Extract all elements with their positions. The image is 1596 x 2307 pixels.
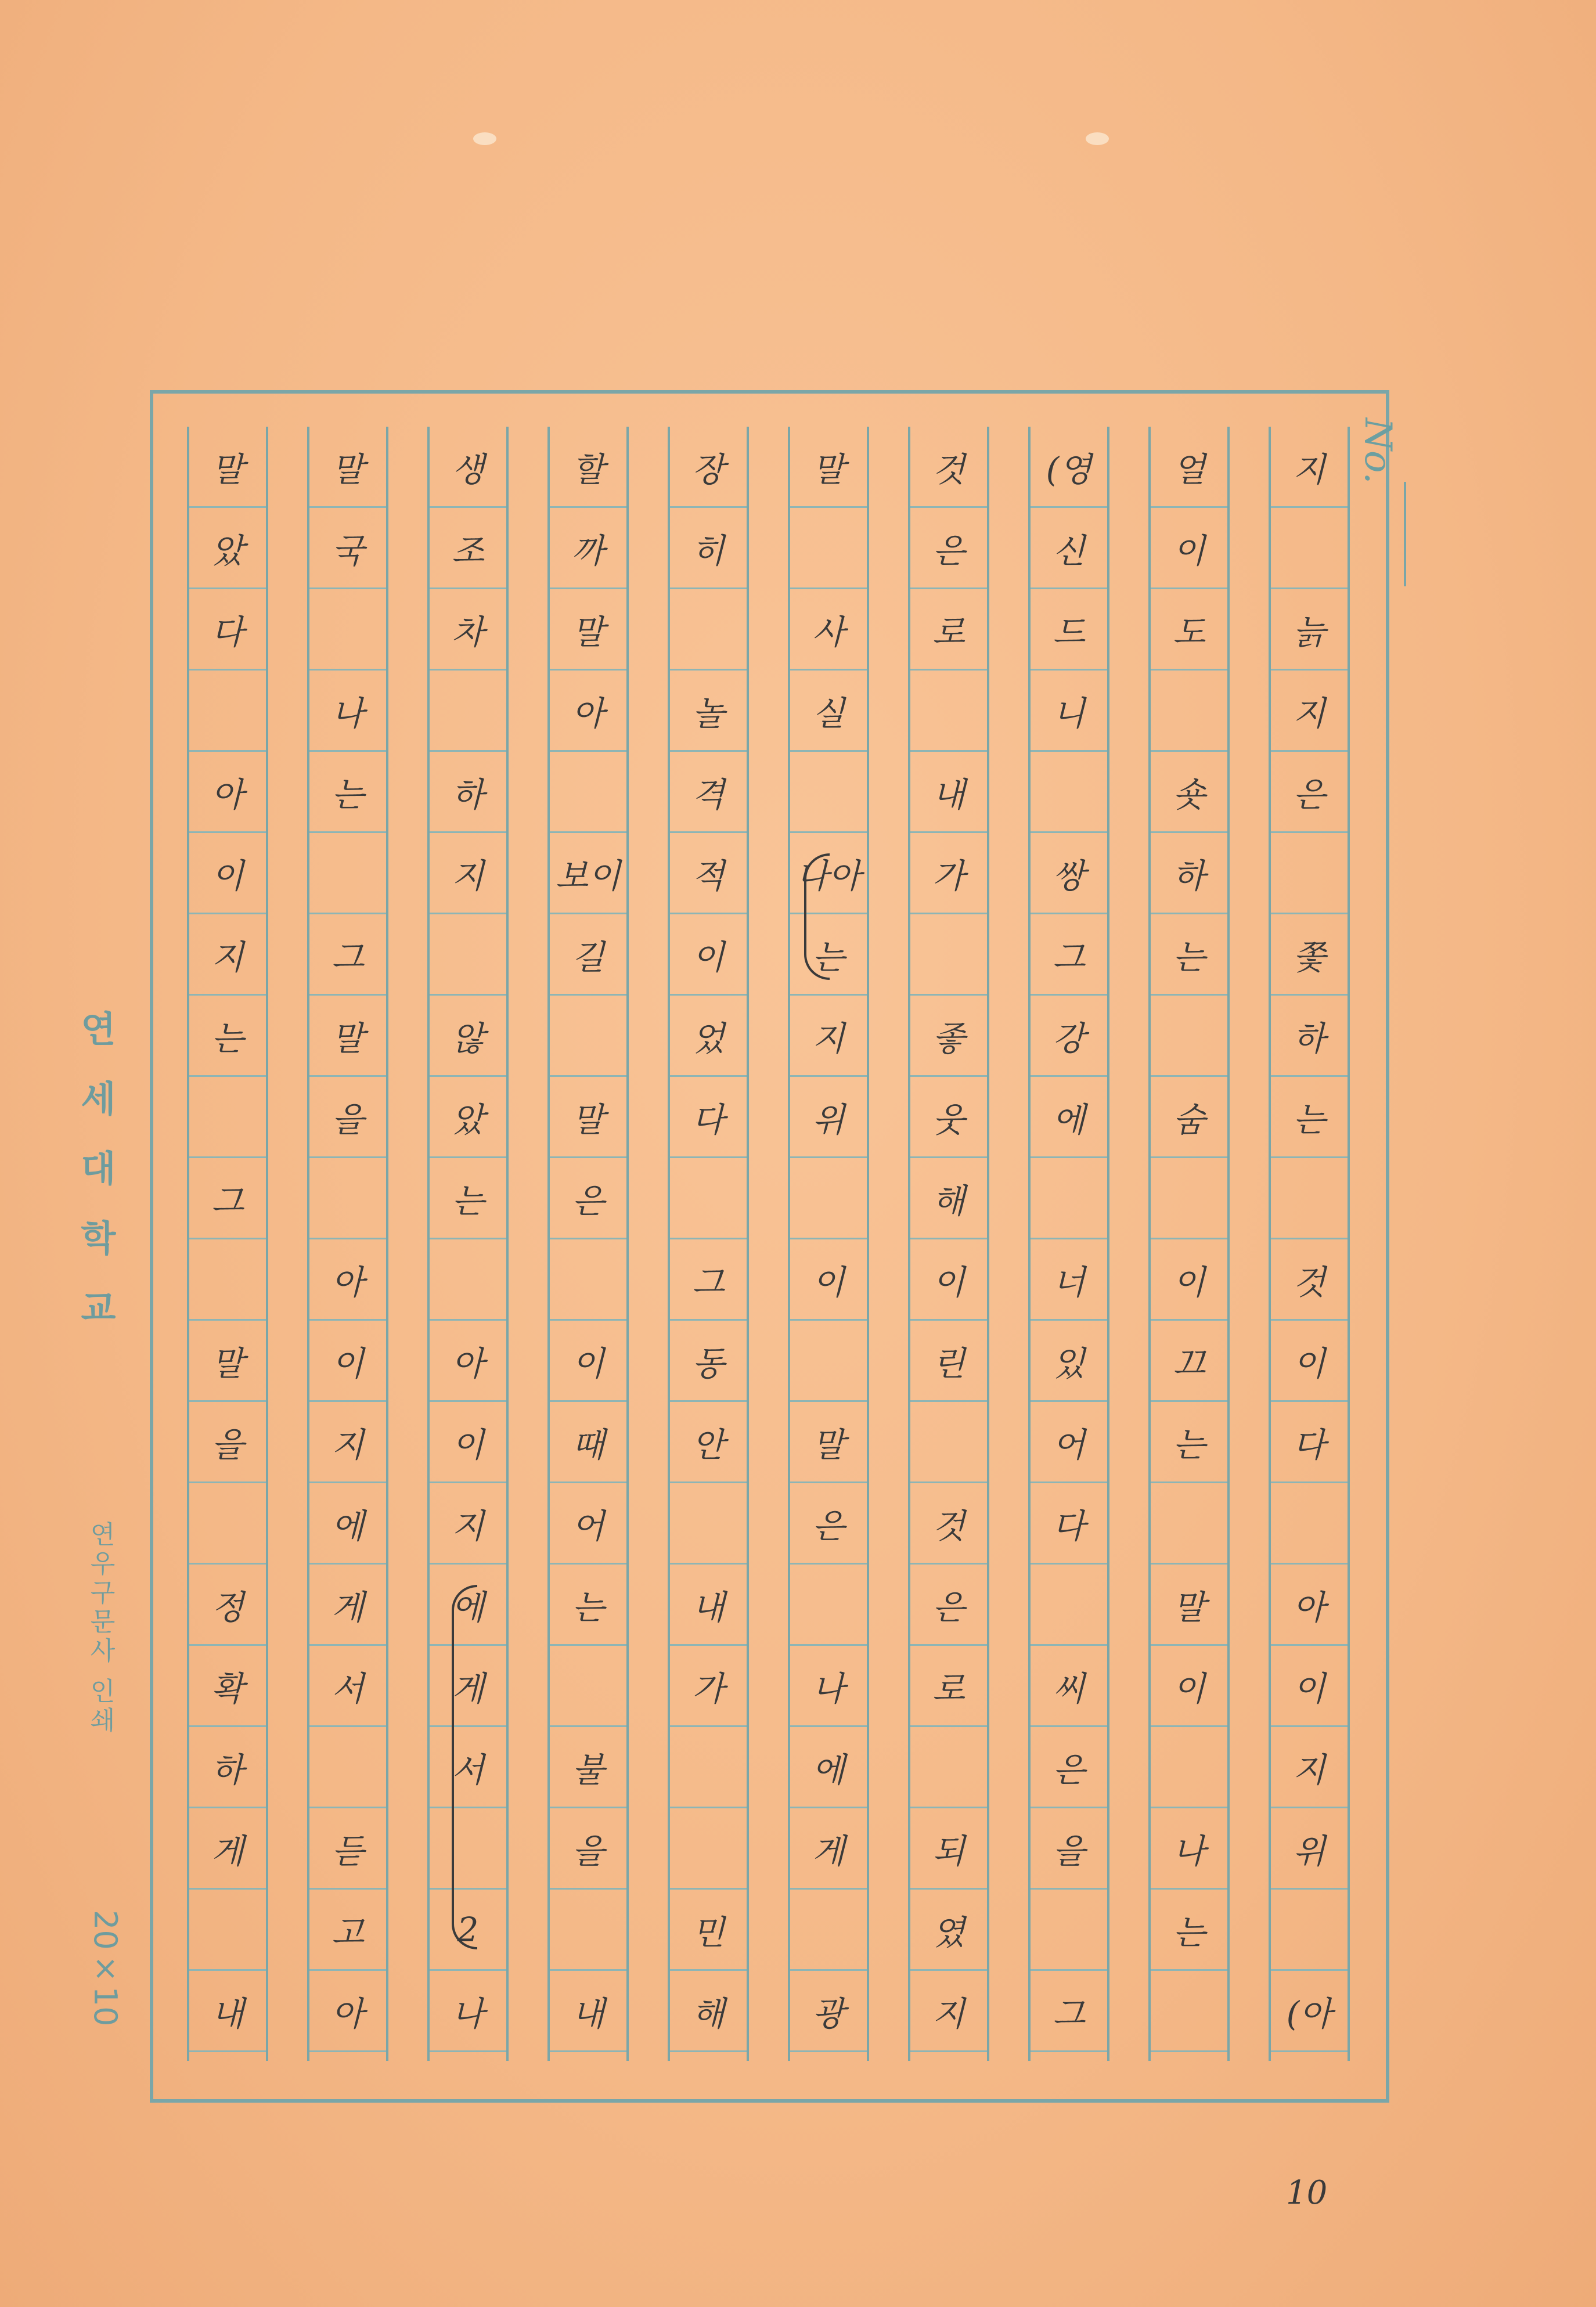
manuscript-cell [1271,508,1348,589]
manuscript-cell: 았 [189,508,266,589]
manuscript-cell [1271,1158,1348,1239]
manuscript-cell: 않 [430,996,506,1077]
printer-name: 연우구문사 인쇄 [85,1521,115,1736]
manuscript-cell [550,996,626,1077]
manuscript-cell [189,1239,266,1321]
manuscript-cell: 숨 [1151,1077,1227,1158]
manuscript-cell: 게 [430,1646,506,1727]
manuscript-column [788,427,869,2061]
manuscript-cell: 서 [309,1646,386,1727]
manuscript-cell: 아 [189,752,266,833]
manuscript-cell [910,914,987,996]
manuscript-cell: 가 [670,1646,747,1727]
manuscript-column [668,427,749,2061]
manuscript-cell [1151,1971,1227,2052]
number-label: No. [1356,418,1399,484]
manuscript-cell: 이 [309,1321,386,1402]
manuscript-cell: 다 [1271,1402,1348,1483]
manuscript-cell: 게 [189,1808,266,1890]
manuscript-cell: 말 [790,427,867,508]
manuscript-cell: 로 [910,589,987,671]
manuscript-column [547,427,629,2061]
manuscript-cell: 지 [1271,671,1348,752]
grid-size: 20×10 [87,1910,124,2027]
manuscript-cell: 다 [189,589,266,671]
manuscript-cell: 확 [189,1646,266,1727]
manuscript-cell: 그 [670,1239,747,1321]
manuscript-cell: 드 [1031,589,1107,671]
manuscript-cell: 는 [430,1158,506,1239]
manuscript-cell: 가 [910,833,987,914]
manuscript-cell: 는 [309,752,386,833]
number-line [1404,482,1406,586]
manuscript-cell [1151,1727,1227,1808]
manuscript-cell: 이 [1271,1321,1348,1402]
manuscript-cell [1271,833,1348,914]
manuscript-cell [309,833,386,914]
manuscript-cell [1151,1483,1227,1565]
manuscript-cell: 신 [1031,508,1107,589]
manuscript-cell [1031,752,1107,833]
manuscript-cell: 2 [430,1890,506,1971]
manuscript-cell [910,1727,987,1808]
manuscript-cell: 보이 [550,833,626,914]
manuscript-cell: 그 [1031,1971,1107,2052]
manuscript-cell [1151,996,1227,1077]
manuscript-cell: 을 [189,1402,266,1483]
manuscript-cell: 숏 [1151,752,1227,833]
manuscript-cell: 위 [790,1077,867,1158]
manuscript-column [1148,427,1230,2061]
manuscript-cell: 을 [1031,1808,1107,1890]
manuscript-cell: 좋 [910,996,987,1077]
manuscript-cell: 사 [790,589,867,671]
manuscript-cell [670,589,747,671]
manuscript-cell [309,589,386,671]
manuscript-cell: 이 [550,1321,626,1402]
manuscript-cell: 린 [910,1321,987,1402]
manuscript-cell: 은 [1031,1727,1107,1808]
manuscript-cell: 는 [790,914,867,996]
manuscript-cell: 것 [910,427,987,508]
manuscript-cell [790,1565,867,1646]
manuscript-cell: 게 [309,1565,386,1646]
manuscript-cell: 동 [670,1321,747,1402]
manuscript-cell: 지 [910,1971,987,2052]
pin-hole-left [473,132,496,145]
manuscript-cell: 차 [430,589,506,671]
manuscript-cell: 내 [189,1971,266,2052]
manuscript-cell: 니 [1031,671,1107,752]
manuscript-cell: 끄 [1151,1321,1227,1402]
manuscript-cell: 그 [1031,914,1107,996]
manuscript-cell: 다 [1031,1483,1107,1565]
manuscript-cell [430,914,506,996]
manuscript-cell: 이 [790,1239,867,1321]
manuscript-cell: 해 [670,1971,747,2052]
manuscript-cell [189,1483,266,1565]
manuscript-cell: 국 [309,508,386,589]
manuscript-cell [1271,1483,1348,1565]
manuscript-cell [1031,1158,1107,1239]
manuscript-cell: 민 [670,1890,747,1971]
manuscript-cell: 아 [309,1239,386,1321]
manuscript-cell: 였 [910,1890,987,1971]
manuscript-cell: 이 [189,833,266,914]
manuscript-cell: 어 [550,1483,626,1565]
manuscript-cell [790,1158,867,1239]
manuscript-cell: 는 [550,1565,626,1646]
manuscript-cell: 다 [670,1077,747,1158]
manuscript-column [908,427,989,2061]
manuscript-cell: 이 [430,1402,506,1483]
manuscript-cell: 때 [550,1402,626,1483]
manuscript-cell: 말 [550,589,626,671]
manuscript-cell: 이 [1271,1646,1348,1727]
manuscript-cell: 장 [670,427,747,508]
manuscript-cell: (영 [1031,427,1107,508]
manuscript-cell: 나 [790,1646,867,1727]
correction-bracket-2 [452,1585,477,1949]
manuscript-cell [670,1483,747,1565]
manuscript-cell: 로 [910,1646,987,1727]
manuscript-cell: 은 [550,1158,626,1239]
manuscript-cell [550,752,626,833]
manuscript-cell: 말 [189,1321,266,1402]
manuscript-cell: 이 [1151,1646,1227,1727]
manuscript-cell: 얼 [1151,427,1227,508]
manuscript-cell: 그 [189,1158,266,1239]
manuscript-cell: 지 [1271,1727,1348,1808]
manuscript-cell: 말 [790,1402,867,1483]
manuscript-cell [790,1321,867,1402]
manuscript-cell: 있 [1031,1321,1107,1402]
manuscript-cell: 말 [550,1077,626,1158]
manuscript-cell [1031,1565,1107,1646]
manuscript-cell: 을 [309,1077,386,1158]
manuscript-cell: 지 [309,1402,386,1483]
manuscript-cell: 쫓 [1271,914,1348,996]
manuscript-cell: 는 [1271,1077,1348,1158]
manuscript-cell: 은 [790,1483,867,1565]
manuscript-cell: 지 [189,914,266,996]
manuscript-cell [790,1890,867,1971]
manuscript-cell: 내 [550,1971,626,2052]
manuscript-cell: 불 [550,1727,626,1808]
manuscript-cell [550,1646,626,1727]
manuscript-grid [177,427,1350,2061]
manuscript-cell: 안 [670,1402,747,1483]
manuscript-cell [1151,1158,1227,1239]
manuscript-cell: 나 [430,1971,506,2052]
manuscript-cell: 이 [910,1239,987,1321]
manuscript-cell: 은 [910,508,987,589]
manuscript-cell: 웃 [910,1077,987,1158]
manuscript-cell: 쌍 [1031,833,1107,914]
manuscript-cell: 생 [430,427,506,508]
page-number: 10 [1286,2174,1328,2212]
manuscript-cell: 길 [550,914,626,996]
manuscript-cell [430,671,506,752]
manuscript-cell: 아 [430,1321,506,1402]
manuscript-cell: 정 [189,1565,266,1646]
manuscript-cell: 는 [1151,1890,1227,1971]
manuscript-cell [189,1890,266,1971]
manuscript-cell: 씨 [1031,1646,1107,1727]
manuscript-cell [550,1239,626,1321]
manuscript-cell [189,671,266,752]
manuscript-cell: 것 [910,1483,987,1565]
manuscript-cell: 격 [670,752,747,833]
manuscript-cell: 놀 [670,671,747,752]
manuscript-cell: 이 [1151,508,1227,589]
manuscript-cell: 아 [309,1971,386,2052]
manuscript-cell: 말 [309,427,386,508]
correction-bracket-1 [804,853,830,980]
manuscript-cell: 지 [430,833,506,914]
manuscript-cell [790,508,867,589]
manuscript-column [1028,427,1109,2061]
manuscript-cell [189,1077,266,1158]
manuscript-cell: 은 [1271,752,1348,833]
manuscript-cell: 조 [430,508,506,589]
manuscript-cell: 적 [670,833,747,914]
manuscript-cell: 었 [670,996,747,1077]
manuscript-cell: 하 [430,752,506,833]
manuscript-cell: 을 [550,1808,626,1890]
manuscript-cell: 말 [1151,1565,1227,1646]
manuscript-cell: 서 [430,1727,506,1808]
manuscript-cell [309,1727,386,1808]
manuscript-cell: 나아 [790,833,867,914]
school-name: 연세대학교 [74,1010,117,1358]
manuscript-cell [670,1808,747,1890]
manuscript-cell [1031,1890,1107,1971]
manuscript-cell: 너 [1031,1239,1107,1321]
manuscript-cell: 어 [1031,1402,1107,1483]
manuscript-cell: 실 [790,671,867,752]
manuscript-cell: 는 [1151,1402,1227,1483]
manuscript-cell: 아 [1271,1565,1348,1646]
manuscript-cell: 듣 [309,1808,386,1890]
manuscript-cell: 은 [910,1565,987,1646]
manuscript-cell: 고 [309,1890,386,1971]
manuscript-cell: 말 [309,996,386,1077]
manuscript-cell: 할 [550,427,626,508]
manuscript-cell [1271,1890,1348,1971]
manuscript-cell [1151,671,1227,752]
manuscript-cell: 하 [1271,996,1348,1077]
manuscript-cell: 에 [1031,1077,1107,1158]
manuscript-cell: 하 [1151,833,1227,914]
manuscript-cell: 에 [430,1565,506,1646]
manuscript-cell: 나 [309,671,386,752]
manuscript-cell [670,1158,747,1239]
manuscript-cell: 이 [670,914,747,996]
manuscript-cell: 는 [1151,914,1227,996]
manuscript-cell: 도 [1151,589,1227,671]
manuscript-cell: 그 [309,914,386,996]
manuscript-cell: 늙 [1271,589,1348,671]
manuscript-cell: 지 [430,1483,506,1565]
manuscript-column [1269,427,1350,2061]
manuscript-cell [550,1890,626,1971]
manuscript-cell: 나 [1151,1808,1227,1890]
manuscript-cell: (아 [1271,1971,1348,2052]
manuscript-cell: 게 [790,1808,867,1890]
manuscript-cell: 것 [1271,1239,1348,1321]
manuscript-cell [790,752,867,833]
manuscript-cell: 는 [189,996,266,1077]
manuscript-cell: 지 [1271,427,1348,508]
manuscript-cell: 에 [790,1727,867,1808]
manuscript-cell: 말 [189,427,266,508]
manuscript-cell: 히 [670,508,747,589]
manuscript-cell [430,1239,506,1321]
manuscript-cell: 하 [189,1727,266,1808]
manuscript-cell: 되 [910,1808,987,1890]
manuscript-cell: 위 [1271,1808,1348,1890]
manuscript-column [187,427,268,2061]
manuscript-cell: 이 [1151,1239,1227,1321]
manuscript-cell: 에 [309,1483,386,1565]
manuscript-cell: 강 [1031,996,1107,1077]
manuscript-cell: 아 [550,671,626,752]
manuscript-cell: 았 [430,1077,506,1158]
manuscript-cell [670,1727,747,1808]
pin-hole-right [1086,132,1109,145]
manuscript-cell [309,1158,386,1239]
manuscript-cell: 내 [910,752,987,833]
manuscript-cell [910,1402,987,1483]
manuscript-cell: 까 [550,508,626,589]
manuscript-column [307,427,388,2061]
manuscript-cell [910,671,987,752]
manuscript-cell: 지 [790,996,867,1077]
manuscript-cell: 내 [670,1565,747,1646]
manuscript-cell: 해 [910,1158,987,1239]
manuscript-cell: 광 [790,1971,867,2052]
